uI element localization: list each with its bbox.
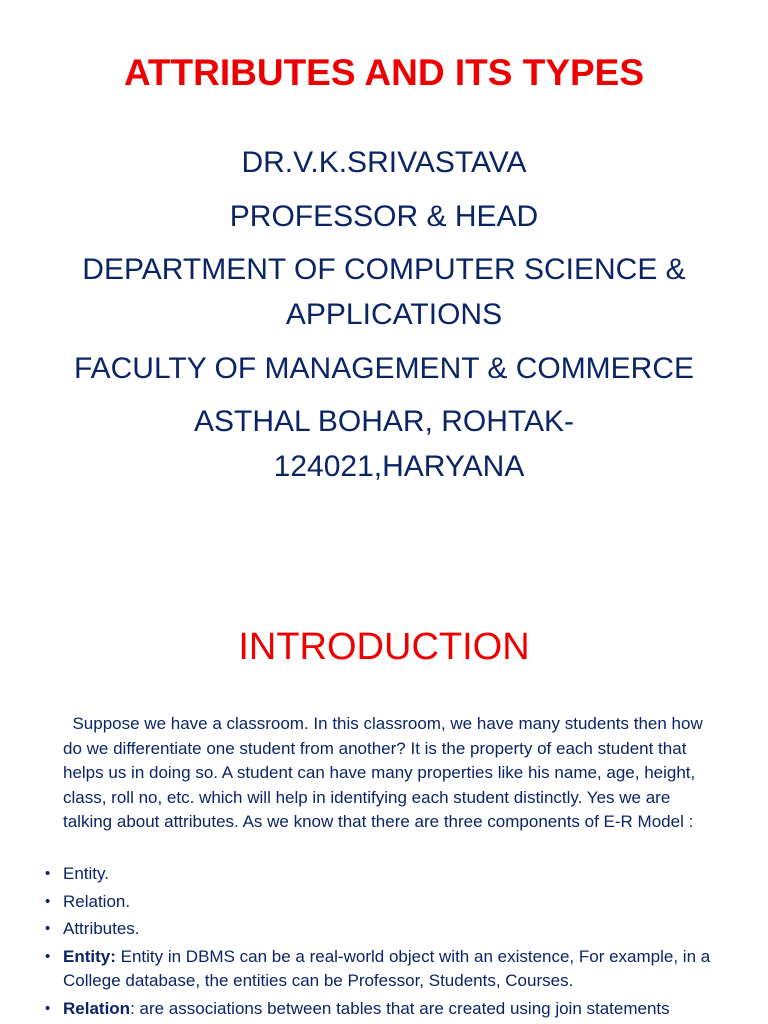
bullet-term: Relation	[63, 998, 131, 1018]
bullet-icon: •	[45, 947, 51, 965]
bullet-item: • Relation: are associations between tables that are created using join statements	[45, 997, 735, 1022]
faculty-line: FACULTY OF MANAGEMENT & COMMERCE	[73, 352, 695, 385]
department-line-1: DEPARTMENT OF COMPUTER SCIENCE &	[82, 253, 686, 286]
address-line-2: 124021,HARYANA	[273, 450, 525, 483]
author-name: DR.V.K.SRIVASTAVA	[241, 146, 527, 179]
bullet-list	[45, 862, 735, 1024]
bullet-icon: •	[45, 892, 51, 910]
bullet-term: Entity:	[63, 946, 116, 966]
bullet-item: • Relation.	[45, 890, 735, 915]
bullet-icon: •	[45, 999, 51, 1017]
bullet-icon: •	[45, 865, 51, 882]
slide-title: INTRODUCTION	[238, 626, 530, 668]
bullet-item: • Attributes.	[45, 917, 735, 942]
bullet-item: • Entity: Entity in DBMS can be a real-world object with an existence, For example, in a College database, the entities can be Professor, Students, Courses.	[45, 946, 711, 990]
bullet-item: • Entity.	[45, 862, 735, 887]
slide-title: ATTRIBUTES AND ITS TYPES	[123, 52, 645, 93]
author-info	[40, 140, 728, 498]
department-line-2: APPLICATIONS	[285, 298, 503, 331]
intro-paragraph: Suppose we have a classroom. In this classroom, we have many students then how do we differentiate one student from another? It is the property of each student that helps us in doing so. A student can have many properties like his name, age, height, class, roll no, etc. which will help in identifying each student distinctly. Yes we are talking about attributes. As we know that there are three components of E-R Model :	[63, 714, 708, 831]
author-position: PROFESSOR & HEAD	[229, 200, 539, 233]
address-line-1: ASTHAL BOHAR, ROHTAK-	[193, 405, 575, 438]
introduction-slide	[0, 600, 768, 1024]
bullet-icon: •	[45, 920, 51, 937]
